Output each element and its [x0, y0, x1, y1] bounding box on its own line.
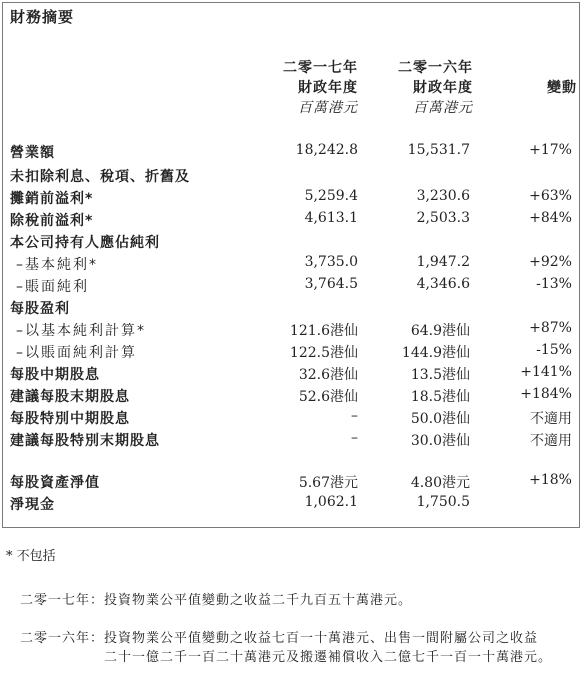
- row-value-2016: 3,230.6: [416, 188, 470, 204]
- row-label: 除稅前溢利*: [10, 213, 94, 229]
- row-value-change: +92%: [529, 254, 572, 270]
- table-row: [0, 210, 578, 232]
- row-label: –賬面純利: [16, 279, 89, 295]
- table-row: [0, 166, 578, 188]
- row-label: 每股盈利: [10, 301, 70, 317]
- row-value-2017: 3,764.5: [304, 276, 358, 292]
- row-value-2016: 1,947.2: [416, 254, 470, 270]
- row-value-2016: 2,503.3: [416, 210, 470, 226]
- row-value-change: +184%: [520, 386, 572, 402]
- table-row: [0, 494, 578, 516]
- table-row: [0, 232, 578, 254]
- footnote-star: * 不包括: [6, 549, 56, 564]
- footnote-2016-line2: 二十一億二千一百二十萬港元及搬遷補償收入二億七千一百一十萬港元。: [104, 650, 553, 665]
- header-2016-unit: 百萬港元: [413, 100, 473, 116]
- header-2017-fy: 財政年度: [298, 80, 358, 96]
- row-value-change: +141%: [520, 364, 572, 380]
- row-label: 攤銷前溢利*: [10, 191, 94, 207]
- row-value-change: -13%: [536, 276, 572, 292]
- table-row: [0, 472, 578, 494]
- row-label: 每股資產淨值: [10, 475, 100, 491]
- row-value-2017: 4,613.1: [304, 210, 358, 226]
- table-row: [0, 298, 578, 320]
- row-value-2017: 52.6港仙: [298, 389, 358, 405]
- row-value-2016: 13.5港仙: [410, 367, 470, 383]
- row-label: –以基本純利計算*: [16, 323, 146, 339]
- row-value-change: +87%: [529, 320, 572, 336]
- row-value-2017: 32.6港仙: [298, 367, 358, 383]
- row-value-2016: 30.0港仙: [410, 433, 470, 449]
- header-change: [547, 78, 577, 98]
- table-row: [0, 320, 578, 342]
- row-label: 未扣除利息、稅項、折舊及: [10, 169, 190, 185]
- table-row: [0, 254, 578, 276]
- row-value-change: 不適用: [530, 433, 572, 449]
- table-row: [0, 142, 578, 164]
- row-value-2017: 5.67港元: [298, 475, 358, 491]
- row-label: 本公司持有人應佔純利: [10, 235, 160, 251]
- row-value-change: +63%: [529, 188, 572, 204]
- row-value-2016: 15,531.7: [407, 142, 470, 158]
- footnote-2017: 二零一七年：投資物業公平值變動之收益二千九百五十萬港元。: [20, 593, 413, 608]
- row-label: 建議每股末期股息: [10, 389, 130, 405]
- header-2017-unit: 百萬港元: [298, 100, 358, 116]
- row-label: 建議每股特別末期股息: [10, 433, 160, 449]
- table-row: [0, 386, 578, 408]
- footnote-2016-line1: 二零一六年：投資物業公平值變動之收益七百一十萬港元、出售一間附屬公司之收益: [20, 631, 539, 646]
- row-label: 淨現金: [10, 497, 55, 513]
- page-title: 財務摘要: [10, 8, 75, 26]
- row-value-2017: 18,242.8: [295, 142, 358, 158]
- row-value-2017: 1,062.1: [304, 494, 358, 510]
- row-value-2017: 3,735.0: [304, 254, 358, 270]
- table-row: [0, 408, 578, 430]
- row-label: 每股中期股息: [10, 367, 100, 383]
- row-value-2016: 50.0港仙: [410, 411, 470, 427]
- row-value-change: 不適用: [530, 411, 572, 427]
- row-value-2016: 4,346.6: [416, 276, 470, 292]
- row-label: –基本純利*: [16, 257, 98, 273]
- row-value-change: +17%: [529, 142, 572, 158]
- row-value-2017: 5,259.4: [304, 188, 358, 204]
- table-row: [0, 188, 578, 210]
- table-row: [0, 364, 578, 386]
- header-change-label: 變動: [547, 80, 577, 96]
- row-value-2016: 18.5港仙: [410, 389, 470, 405]
- row-value-2017: 121.6港仙: [289, 323, 358, 339]
- row-value-2016: 1,750.5: [416, 494, 470, 510]
- row-value-2017: –: [351, 430, 358, 446]
- row-value-2017: 122.5港仙: [289, 345, 358, 361]
- header-2016-year: 二零一六年: [398, 60, 473, 76]
- header-2017: [283, 58, 358, 118]
- table-row: [0, 276, 578, 298]
- row-value-change: +84%: [529, 210, 572, 226]
- row-label: –以賬面純利計算: [16, 345, 137, 361]
- row-value-2016: 64.9港仙: [410, 323, 470, 339]
- row-value-2016: 144.9港仙: [401, 345, 470, 361]
- row-value-2017: –: [351, 408, 358, 424]
- header-2016: [398, 58, 473, 118]
- row-label: 營業額: [10, 145, 55, 161]
- row-value-change: +18%: [529, 472, 572, 488]
- table-row: [0, 430, 578, 452]
- table-row: [0, 342, 578, 364]
- row-value-2016: 4.80港元: [410, 475, 470, 491]
- row-value-change: -15%: [536, 342, 572, 358]
- row-label: 每股特別中期股息: [10, 411, 130, 427]
- header-2017-year: 二零一七年: [283, 60, 358, 76]
- header-2016-fy: 財政年度: [413, 80, 473, 96]
